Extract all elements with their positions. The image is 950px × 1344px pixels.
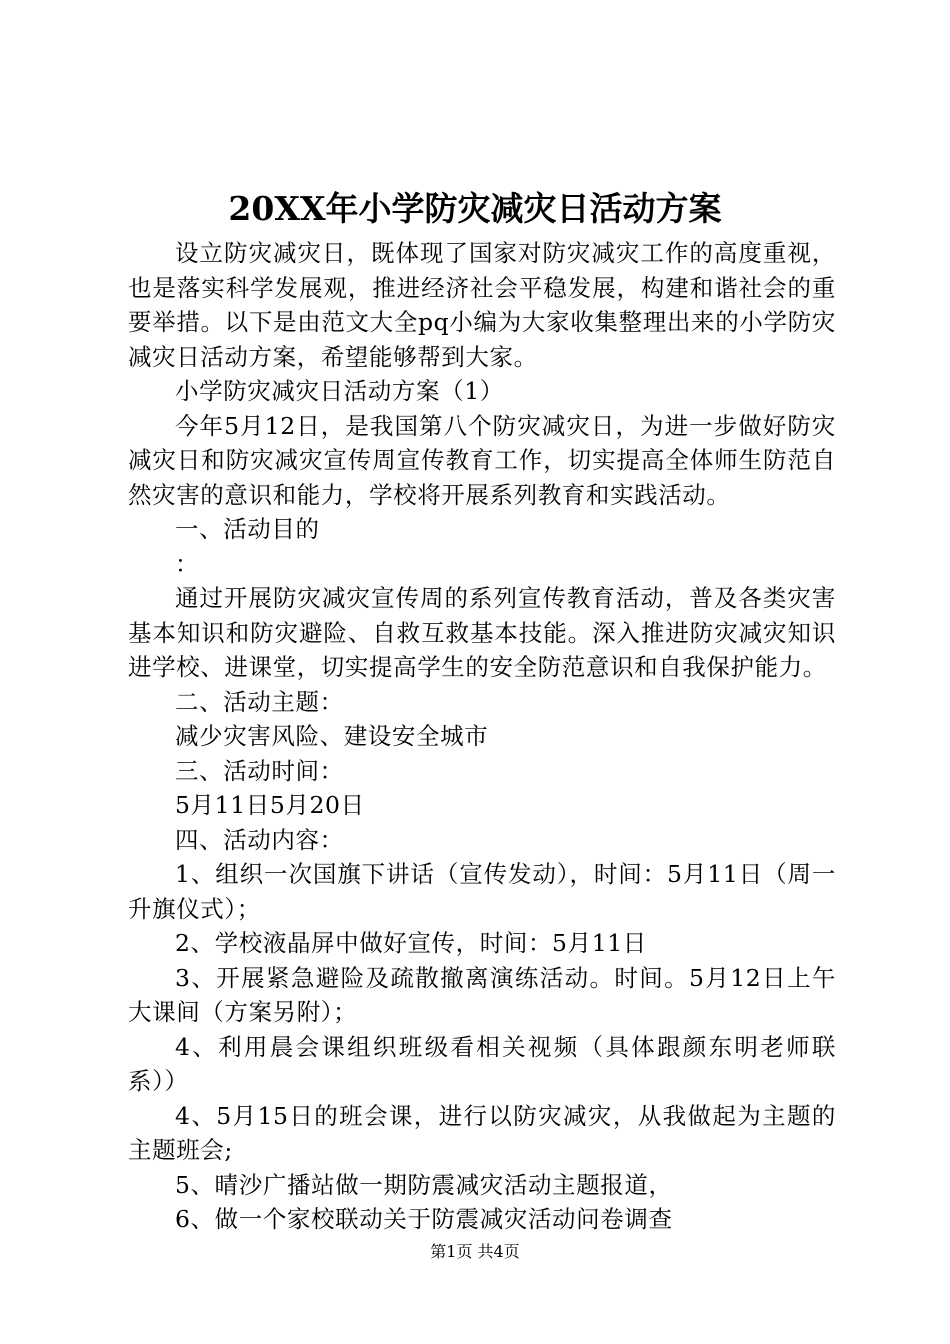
section-heading-purpose: 一、活动目的: [175, 515, 320, 543]
content-item: 5、晴沙广播站做一期防震减灾活动主题报道，: [175, 1170, 673, 1199]
plan-heading: 小学防灾减灾日活动方案（1）: [175, 377, 504, 405]
colon-line: ：: [175, 549, 200, 578]
content-item: 2、学校液晶屏中做好宣传，时间：5月11日: [175, 929, 647, 957]
content-item: 3、开展紧急避险及疏散撤离演练活动。时间。5月12日上午大课间（方案另附）；: [128, 963, 836, 1026]
section-heading-time: 三、活动时间：: [175, 756, 344, 785]
section-heading-content: 四、活动内容：: [175, 825, 344, 854]
document-body: [128, 236, 836, 1237]
section-heading-theme: 二、活动主题：: [175, 687, 344, 716]
document-title: 20XX年小学防灾减灾日活动方案: [228, 189, 722, 228]
background-paragraph: 今年5月12日，是我国第八个防灾减灾日，为进一步做好防灾减灾日和防灾减灾宣传周宣传教育工作，切实提高全体师生防范自然灾害的意识和能力，学校将开展系列教育和实践活动。: [128, 411, 836, 509]
page-footer: 第1页 共4页: [430, 1242, 520, 1261]
time-text: 5月11日5月20日: [175, 791, 365, 819]
theme-text: 减少灾害风险、建设安全城市: [175, 722, 489, 750]
content-item: 4、利用晨会课组织班级看相关视频（具体跟颜东明老师联系））: [128, 1032, 836, 1095]
content-item: 6、做一个家校联动关于防震减灾活动问卷调查: [175, 1205, 673, 1233]
purpose-paragraph: 通过开展防灾减灾宣传周的系列宣传教育活动，普及各类灾害基本知识和防灾避险、自救互救基本技能。深入推进防灾减灾知识进学校、进课堂，切实提高学生的安全防范意识和自我保护能力。: [128, 584, 836, 681]
intro-paragraph: 设立防灾减灾日，既体现了国家对防灾减灾工作的高度重视，也是落实科学发展观，推进经济社会平稳发展，构建和谐社会的重要举措。以下是由范文大全pq小编为大家收集整理出来的小学防灾减灾日活动方案，希望能够帮到大家。: [128, 239, 836, 371]
content-item: 4、5月15日的班会课，进行以防灾减灾，从我做起为主题的主题班会;: [128, 1101, 836, 1164]
content-item: 1、组织一次国旗下讲话（宣传发动），时间：5月11日（周一升旗仪式）；: [128, 860, 836, 923]
